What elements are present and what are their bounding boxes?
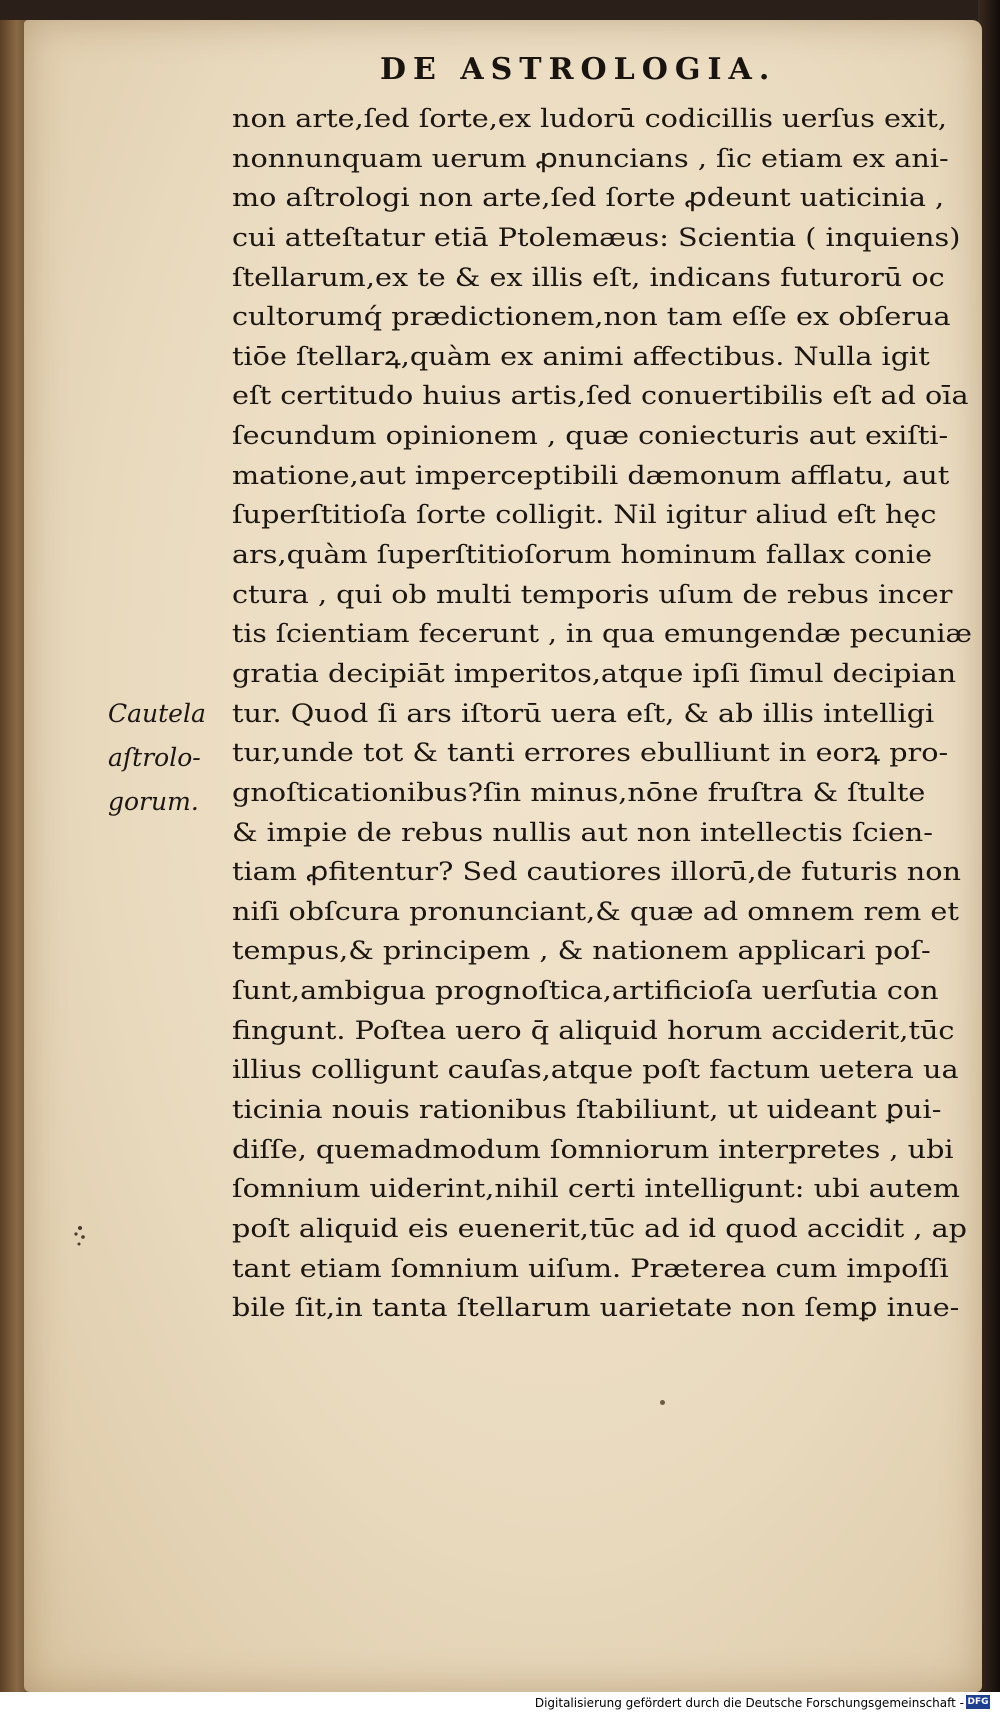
text-line: ſtellarum,ex te & ex illis eſt, indicans futurorū oc xyxy=(232,262,945,293)
marginal-note-line: Cautela xyxy=(108,699,206,728)
text-line: tant etiam ſomnium uiſum. Præterea cum impoſſi xyxy=(232,1253,949,1284)
text-line: poſt aliquid eis euenerit,tūc ad id quod accidit , ap xyxy=(232,1213,968,1244)
text-line: gratia decipiāt imperitos,atque ipſi ſimul decipian xyxy=(232,658,957,689)
marginal-note-line: aſtrolo- xyxy=(108,743,201,772)
text-line: nonnunquam uerum ꝓnuncians , ſic etiam ex ani- xyxy=(232,143,949,174)
text-line: ſecundum opinionem , quæ coniecturis aut exiſti- xyxy=(232,421,949,452)
text-line: niſi obſcura pronunciant,& quæ ad omnem rem et xyxy=(232,896,959,927)
text-line: ticinia nouis rationibus ſtabiliunt, ut uideant ꝑui- xyxy=(232,1095,942,1126)
dfg-logo: DFG xyxy=(967,1697,989,1707)
text-line: cultorumq́ prædictionem,non tam eſſe ex obſerua xyxy=(232,302,951,333)
text-line: ars,quàm ſuperſtitioſorum hominum fallax conie xyxy=(232,540,933,571)
text-line: tiōe ſtellarꝝ,quàm ex animi affectibus. Nulla igit xyxy=(232,341,930,372)
text-line: illius colligunt cauſas,atque poſt factum uetera ua xyxy=(232,1055,959,1086)
text-line: cui atteſtatur etiā Ptolemæus: Scientia ( inquiens) xyxy=(232,222,961,253)
text-line: bile ſit,in tanta ſtellarum uarietate non ſemꝑ inue- xyxy=(232,1293,960,1324)
text-line: gnoſticationibus?ſin minus,nōne fruſtra & ſtulte xyxy=(232,777,926,808)
text-line: ctura , qui ob multi temporis uſum de rebus incer xyxy=(232,579,953,610)
text-line: tiam ꝓfitentur? Sed cautiores illorū,de futuris non xyxy=(232,857,961,888)
text-line: non arte,ſed ſorte,ex ludorū codicillis uerſus exit, xyxy=(232,104,947,134)
margin-ornament-icon xyxy=(70,1222,90,1252)
marginal-note-line: gorum. xyxy=(108,787,199,816)
text-line: fingunt. Poſtea uero q̄ aliquid horum acciderit,tūc xyxy=(232,1015,955,1046)
footer-credit: Digitalisierung gefördert durch die Deutsche Forschungsgemeinschaft - xyxy=(534,1696,964,1710)
text-line: tur. Quod ſi ars iſtorū uera eſt, & ab illis intelligi xyxy=(232,698,935,729)
text-line: diſſe, quemadmodum ſomniorum interpretes , ubi xyxy=(232,1134,954,1165)
text-line: matione,aut imperceptibili dæmonum afflatu, aut xyxy=(232,460,950,491)
text-line: tur,unde tot & tanti errores ebulliunt in eorꝝ pro- xyxy=(232,738,949,769)
text-line: eſt certitudo huius artis,ſed conuertibilis eſt ad oīa xyxy=(232,381,969,412)
text-line: ſunt,ambigua prognoſtica,artificioſa uerſutia con xyxy=(232,976,939,1007)
text-line: & impie de rebus nullis aut non intellectis ſcien- xyxy=(232,817,933,848)
text-line: mo aſtrologi non arte,ſed ſorte ꝓdeunt uaticinia , xyxy=(232,183,945,214)
running-head: DE ASTROLOGIA. xyxy=(380,52,777,87)
main-text-block xyxy=(232,100,972,1329)
text-line: tempus,& principem , & nationem applicari poſ- xyxy=(232,936,931,967)
text-line: ſomnium uiderint,nihil certi intelligunt: ubi autem xyxy=(232,1174,960,1205)
text-line: tis ſcientiam fecerunt , in qua emungendæ pecuniæ xyxy=(232,619,972,650)
text-line: ſuperſtitioſa ſorte colligit. Nil igitur aliud eſt hęc xyxy=(232,500,937,531)
paper-speck xyxy=(660,1400,665,1405)
marginal-note xyxy=(108,692,218,824)
